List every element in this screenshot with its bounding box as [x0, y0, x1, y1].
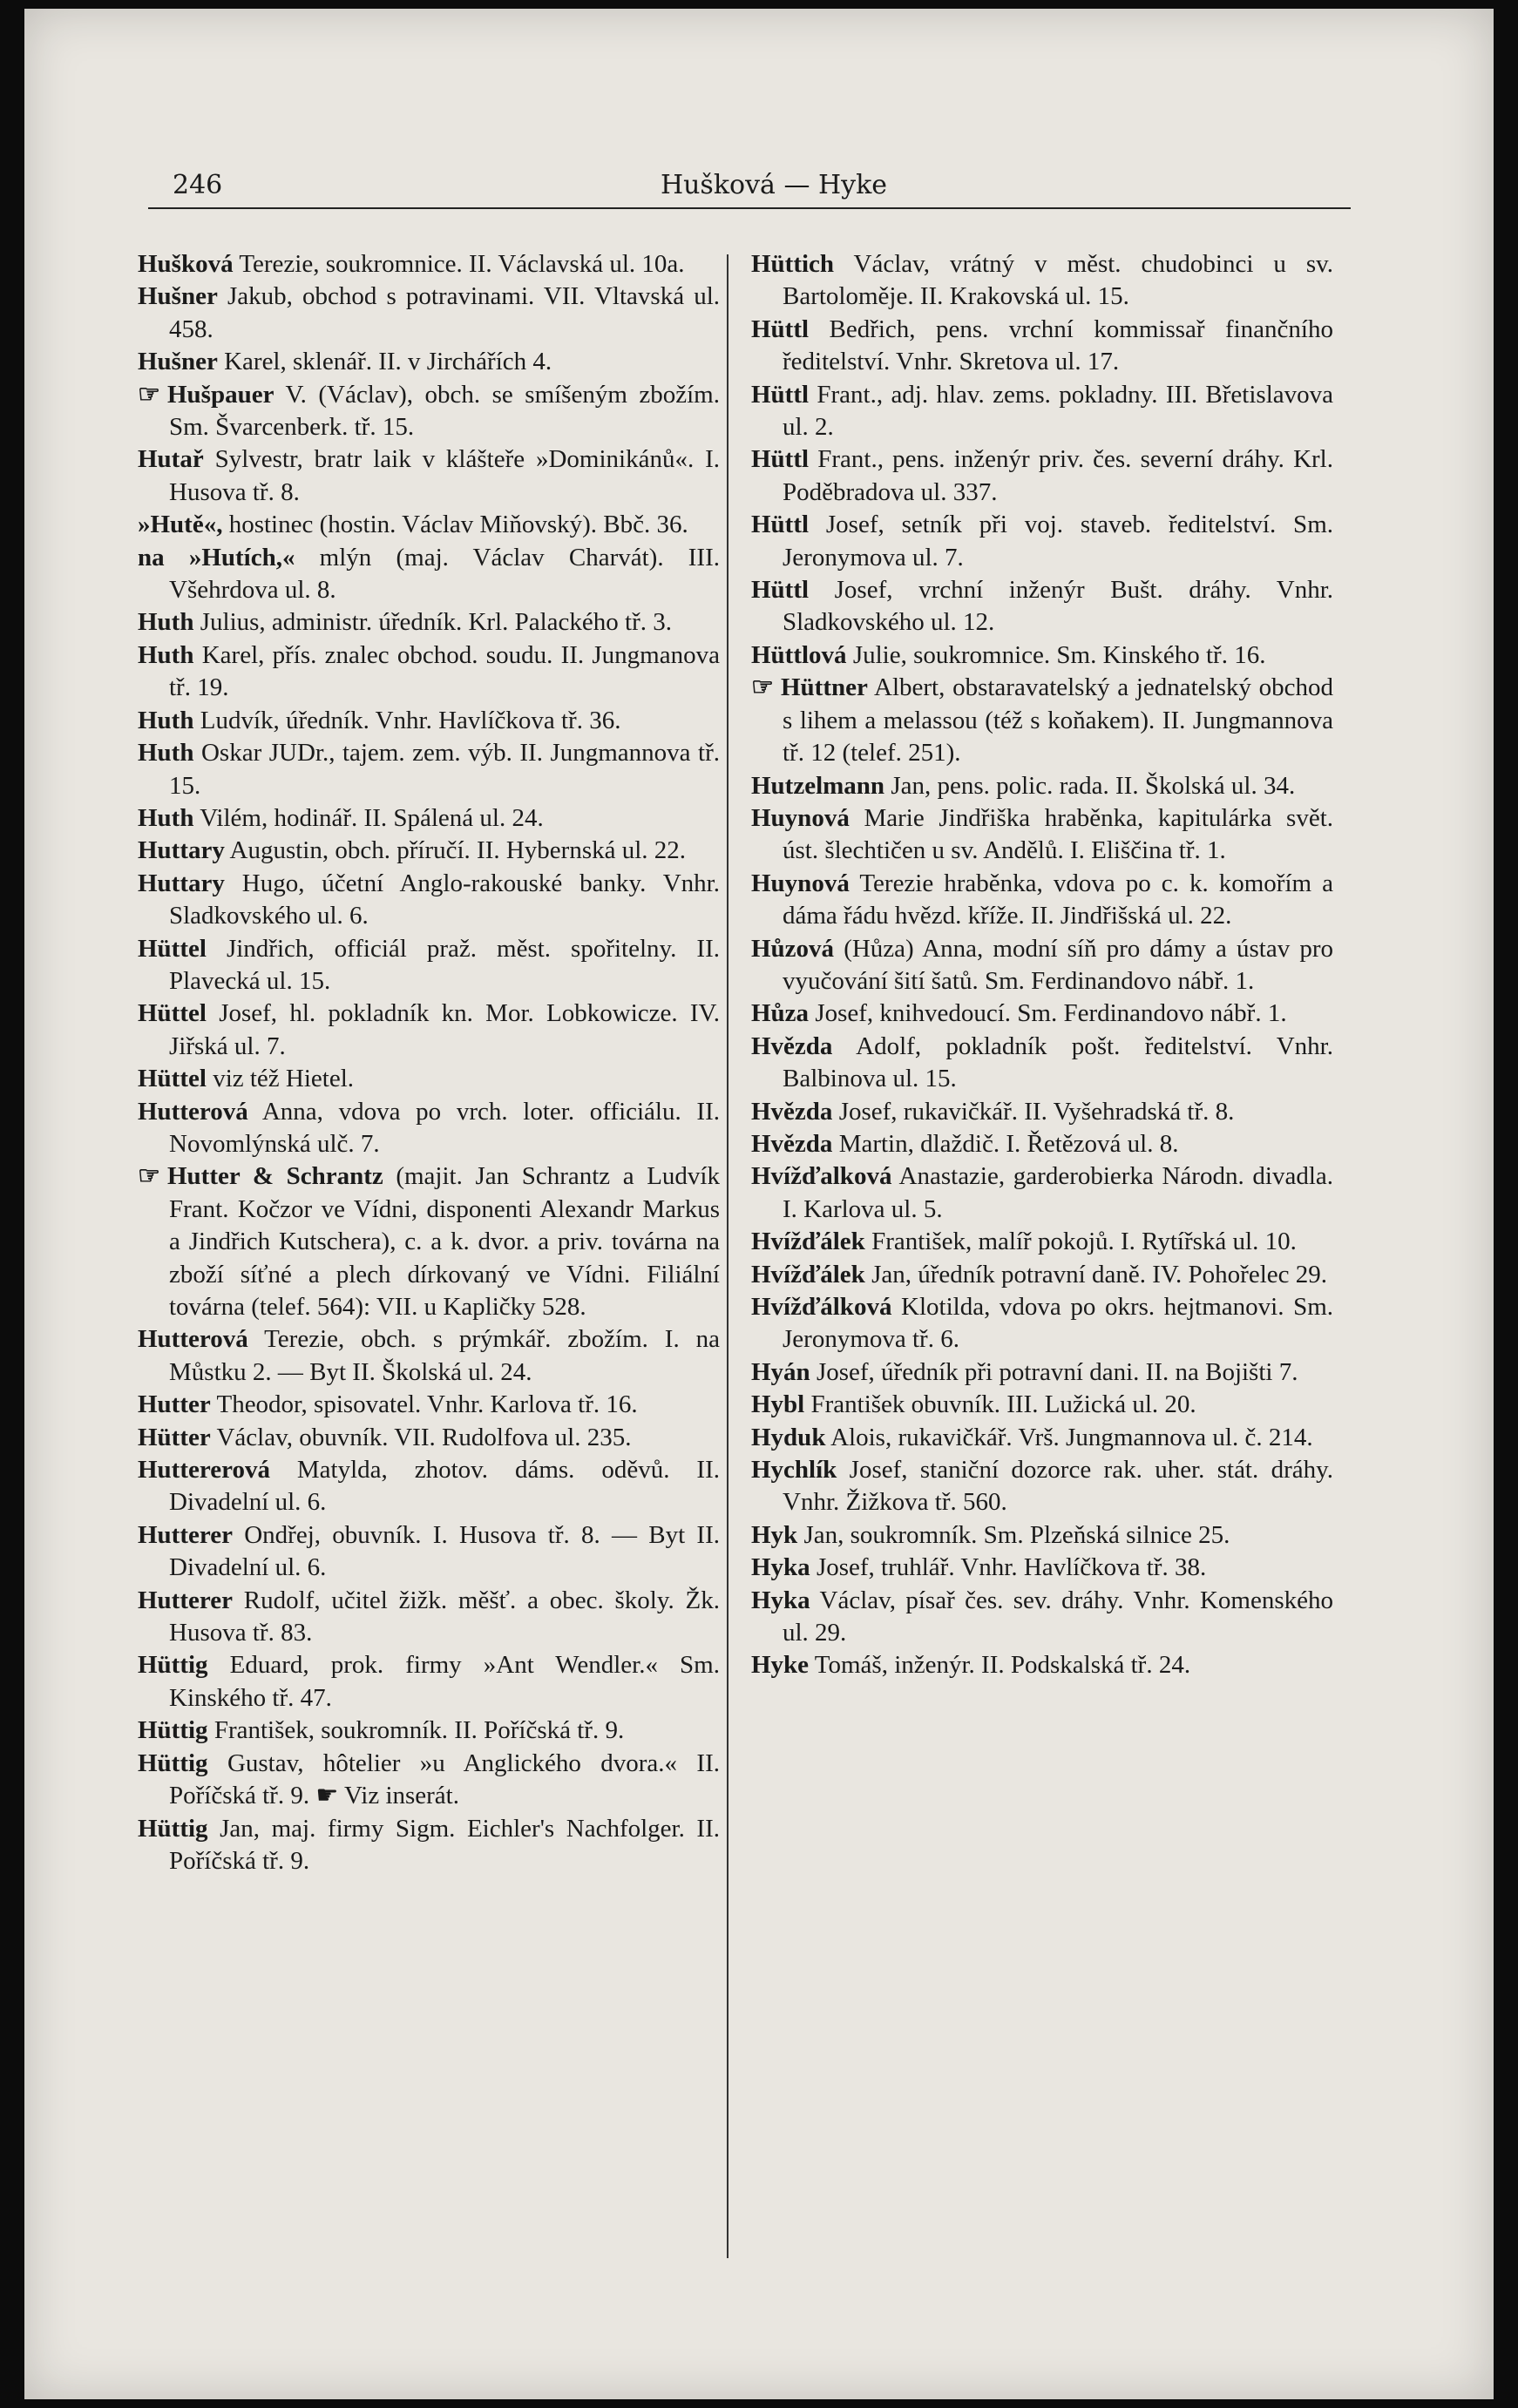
entry-details: Václav, písař čes. sev. dráhy. Vnhr. Komenského ul. 29. — [783, 1586, 1333, 1647]
entry-details: (Hůza) Anna, modní síň pro dámy a ústav pro vyučování šití šatů. Sm. Ferdinandovo nábř. 1. — [783, 934, 1333, 995]
entry-name: Huth — [138, 803, 194, 832]
entry-name: Hutter — [138, 1390, 211, 1419]
directory-entry — [751, 639, 1333, 672]
entry-name: Hüttel — [138, 1065, 207, 1093]
entry-details: Frant., adj. hlav. zems. pokladny. III. Břetislavova ul. 2. — [783, 380, 1333, 442]
directory-entry — [138, 868, 720, 933]
entry-details: Oskar JUDr., tajem. zem. výb. II. Jungmannova tř. 15. — [169, 739, 720, 800]
entry-details: Josef, truhlář. Vnhr. Havlíčkova tř. 38. — [810, 1553, 1207, 1582]
entry-details: Bedřich, pens. vrchní kommissař finančního ředitelství. Vnhr. Skretova ul. 17. — [783, 315, 1333, 376]
directory-entry — [138, 1063, 720, 1095]
entry-name: Huth — [138, 640, 194, 669]
entry-details: Václav, obuvník. VII. Rudolfova ul. 235. — [210, 1423, 632, 1451]
directory-entry — [138, 1160, 720, 1323]
directory-entry — [138, 1096, 720, 1161]
entry-name: Hüttlová — [751, 640, 847, 669]
directory-entry — [138, 1454, 720, 1519]
entry-name: Hvížďálková — [751, 1293, 892, 1321]
directory-entry — [138, 933, 720, 998]
entry-name: Hyduk — [751, 1423, 826, 1451]
directory-entry — [751, 1356, 1333, 1389]
entry-name: Hutzelmann — [751, 771, 885, 800]
directory-entry — [138, 705, 720, 737]
entry-details: Anna, vdova po vrch. loter. officiálu. II. Novomlýnská ulč. 7. — [169, 1097, 720, 1158]
entry-details: Tomáš, inženýr. II. Podskalská tř. 24. — [809, 1651, 1191, 1680]
directory-entry — [751, 1096, 1333, 1128]
entry-name: Hvížďálek — [751, 1260, 865, 1289]
directory-entry — [751, 1291, 1333, 1356]
entry-details: Eduard, prok. firmy »Ant Wendler.« Sm. Kinského tř. 47. — [169, 1651, 720, 1712]
entry-name: Hüttl — [751, 380, 810, 409]
entry-details: František, malíř pokojů. I. Rytířská ul. 10. — [864, 1228, 1297, 1256]
directory-entry — [138, 639, 720, 705]
directory-entry — [751, 1226, 1333, 1258]
entry-name: Hůzová — [751, 934, 835, 963]
entry-details: Jan, maj. firmy Sigm. Eichler's Nachfolger. II. Poříčská tř. 9. — [169, 1814, 720, 1875]
entry-name: Hüttel — [138, 999, 207, 1028]
entry-name: Hvězda — [751, 1129, 833, 1158]
entry-name: Hybl — [751, 1390, 805, 1419]
entry-details: Václav, vrátný v měst. chudobinci u sv. Bartoloměje. II. Krakovská ul. 15. — [783, 250, 1333, 311]
entry-name: Huttererová — [138, 1456, 270, 1485]
pointing-hand-icon: ☞ — [138, 1162, 160, 1191]
directory-entry — [751, 1259, 1333, 1291]
entry-name: na »Hutích,« — [138, 543, 295, 572]
directory-entry — [751, 998, 1333, 1030]
directory-entry — [138, 737, 720, 802]
entry-name: Hůza — [751, 999, 810, 1028]
entry-name: Hüttig — [138, 1716, 208, 1745]
directory-entry — [138, 379, 720, 444]
entry-name: Hyka — [751, 1553, 810, 1582]
entry-name: Hutterová — [138, 1325, 248, 1354]
directory-entry — [751, 1585, 1333, 1650]
entry-name: Hyk — [751, 1520, 798, 1549]
pointing-hand-icon: ☞ — [138, 380, 160, 409]
entry-name: Huttary — [138, 836, 225, 865]
directory-entry — [138, 1323, 720, 1389]
entry-details: Theodor, spisovatel. Vnhr. Karlova tř. 16. — [210, 1390, 638, 1419]
entry-details: Alois, rukavičkář. Vrš. Jungmannova ul. č. 214. — [825, 1423, 1313, 1451]
entry-details: Marie Jindřiška hraběnka, kapitulárka svět. úst. šlechtičen u sv. Andělů. I. Eliščina tř. 1. — [783, 803, 1333, 865]
entry-name: Hvězda — [751, 1097, 833, 1126]
entry-details: Terezie hraběnka, vdova po c. k. komořím a dáma řádu hvězd. kříže. II. Jindřišská ul. 22. — [783, 869, 1333, 930]
directory-entry — [751, 1454, 1333, 1519]
directory-entry — [751, 443, 1333, 509]
entry-name: Huynová — [751, 803, 850, 832]
entry-name: Hüttel — [138, 934, 207, 963]
entry-name: Huttary — [138, 869, 225, 897]
directory-entry — [751, 574, 1333, 639]
directory-entry — [138, 1813, 720, 1878]
entry-name: Hüttl — [751, 576, 810, 605]
directory-entry — [138, 281, 720, 346]
entry-name: Hušner — [138, 282, 218, 311]
entry-name: »Hutě«, — [138, 511, 223, 539]
directory-entry — [138, 1585, 720, 1650]
entry-details: Terezie, soukromnice. II. Václavská ul. 10a. — [233, 250, 685, 278]
directory-entry — [138, 802, 720, 835]
entry-name: Hüttner — [781, 673, 868, 702]
directory-entry — [751, 1031, 1333, 1096]
entry-name: Hüttl — [751, 315, 810, 343]
entry-details: František obuvník. III. Lužická ul. 20. — [804, 1390, 1196, 1419]
page-number: 246 — [173, 170, 223, 200]
entry-details: Jan, pens. polic. rada. II. Školská ul. 34. — [884, 771, 1296, 800]
directory-entry — [138, 443, 720, 509]
entry-name: Hychlík — [751, 1456, 837, 1485]
directory-entry — [751, 379, 1333, 444]
directory-entry — [138, 606, 720, 639]
entry-name: Hvížďalková — [751, 1162, 892, 1191]
pointing-hand-icon: ☞ — [751, 673, 774, 702]
entry-details: Josef, úředník při potravní dani. II. na Bojišti 7. — [810, 1357, 1298, 1386]
entry-name: Hutterer — [138, 1586, 233, 1614]
entry-details: Vilém, hodinář. II. Spálená ul. 24. — [193, 803, 544, 832]
directory-entry — [138, 248, 720, 281]
entry-name: Hüttl — [751, 445, 810, 474]
directory-entry — [138, 1715, 720, 1747]
directory-entry — [751, 1422, 1333, 1454]
entry-details: (majit. Jan Schrantz a Ludvík Frant. Kočzor ve Vídni, disponenti Alexandr Markus a Jindřich Kutschera), c. a k. dvor. a priv. továrna na zboží síťné a plech dírkovaný ve Vídni. Filiální továrna (telef. 564): VII. u Kapličky 528. — [169, 1162, 720, 1321]
entry-details: Karel, sklenář. II. v Jirchářích 4. — [217, 348, 552, 376]
entry-details: hostinec (hostin. Václav Miňovský). Bbč. 36. — [222, 511, 688, 539]
directory-entry — [751, 248, 1333, 314]
column-divider — [727, 254, 729, 2258]
entry-details: Josef, knihvedoucí. Sm. Ferdinandovo nábř. 1. — [809, 999, 1287, 1028]
entry-name: Hüttich — [751, 250, 835, 278]
entry-name: Hvězda — [751, 1032, 833, 1060]
entry-details: Augustin, obch. příručí. II. Hybernská ul. 22. — [224, 836, 687, 865]
entry-details: Julius, administr. úředník. Krl. Palackého tř. 3. — [193, 608, 672, 637]
entry-name: Hutterová — [138, 1097, 248, 1126]
entry-details: Josef, hl. pokladník kn. Mor. Lobkowicze. IV. Jiřská ul. 7. — [169, 999, 720, 1060]
entry-details: Adolf, pokladník pošt. ředitelství. Vnhr. Balbinova ul. 15. — [783, 1032, 1333, 1093]
entry-details: František, soukromník. II. Poříčská tř. 9. — [207, 1716, 625, 1745]
entry-details: Karel, přís. znalec obchod. soudu. II. Jungmanova tř. 19. — [169, 640, 720, 702]
entry-name: Hüttig — [138, 1814, 208, 1843]
entry-name: Hyka — [751, 1586, 810, 1614]
entry-name: Huynová — [751, 869, 850, 897]
entry-name: Hüttl — [751, 511, 810, 539]
directory-entry — [751, 1389, 1333, 1421]
directory-entry — [138, 1422, 720, 1454]
entry-name: Huth — [138, 739, 194, 768]
entry-details: Frant., pens. inženýr priv. čes. severní dráhy. Krl. Poděbradova ul. 337. — [783, 445, 1333, 506]
entry-details: Gustav, hôtelier »u Anglického dvora.« II. Poříčská tř. 9. ☛ Viz inserát. — [169, 1749, 720, 1810]
entry-details: Ludvík, úředník. Vnhr. Havlíčkova tř. 36. — [193, 706, 621, 734]
entry-details: Josef, vrchní inženýr Bušt. dráhy. Vnhr. Sladkovského ul. 12. — [783, 576, 1333, 637]
header-rule — [148, 207, 1351, 209]
directory-entry — [751, 672, 1333, 769]
directory-entry — [751, 1552, 1333, 1584]
entry-details: Jindřich, officiál praž. měst. spořitelny. II. Plavecká ul. 15. — [169, 934, 720, 995]
entry-details: Terezie, obch. s prýmkář. zbožím. I. na Můstku 2. — Byt II. Školská ul. 24. — [169, 1325, 720, 1386]
directory-entry — [138, 835, 720, 867]
right-column — [751, 248, 1333, 1682]
running-head: Hušková — Hyke — [660, 170, 888, 200]
directory-entry — [138, 542, 720, 607]
left-column — [138, 248, 720, 1877]
entry-details: Rudolf, učitel žižk. měšť. a obec. školy. Žk. Husova tř. 83. — [169, 1586, 720, 1647]
entry-details: Martin, dlaždič. I. Řetězová ul. 8. — [832, 1129, 1179, 1158]
entry-details: Jan, soukromník. Sm. Plzeňská silnice 25. — [797, 1520, 1230, 1549]
entry-name: Hutař — [138, 445, 204, 474]
directory-entry — [138, 1389, 720, 1421]
entry-details: V. (Václav), obch. se smíšeným zbožím. Sm. Švarcenberk. tř. 15. — [169, 380, 720, 442]
entry-name: Huth — [138, 706, 194, 734]
entry-name: Huth — [138, 608, 194, 637]
entry-name: Hüttig — [138, 1651, 208, 1680]
directory-entry — [751, 868, 1333, 933]
entry-details: Josef, setník při voj. staveb. ředitelství. Sm. Jeronymova ul. 7. — [783, 511, 1333, 572]
directory-entry — [751, 770, 1333, 802]
directory-entry — [138, 346, 720, 378]
entry-details: Sylvestr, bratr laik v klášteře »Dominikánů«. I. Husova tř. 8. — [169, 445, 720, 506]
entry-details: mlýn (maj. Václav Charvát). III. Všehrdova ul. 8. — [169, 543, 721, 605]
entry-name: Hyke — [751, 1651, 810, 1680]
directory-entry — [138, 1519, 720, 1585]
entry-details: Ondřej, obuvník. I. Husova tř. 8. — Byt II. Divadelní ul. 6. — [169, 1520, 720, 1582]
directory-entry — [751, 1160, 1333, 1226]
entry-name: Hütter — [138, 1423, 211, 1451]
directory-entry — [138, 509, 720, 541]
directory-entry — [751, 314, 1333, 379]
directory-entry — [751, 509, 1333, 574]
entry-details: Josef, rukavičkář. II. Vyšehradská tř. 8. — [832, 1097, 1235, 1126]
directory-entry — [751, 1128, 1333, 1160]
entry-details: Julie, soukromnice. Sm. Kinského tř. 16. — [846, 640, 1266, 669]
entry-details: viz též Hietel. — [206, 1065, 355, 1093]
entry-details: Matylda, zhotov. dáms. oděvů. II. Divadelní ul. 6. — [169, 1456, 720, 1517]
entry-details: Klotilda, vdova po okrs. hejtmanovi. Sm. Jeronymova tř. 6. — [783, 1293, 1333, 1354]
entry-name: Hutter & Schrantz — [167, 1162, 383, 1191]
entry-name: Hušpauer — [167, 380, 274, 409]
entry-name: Hušková — [138, 250, 234, 278]
entry-details: Josef, staniční dozorce rak. uher. stát. dráhy. Vnhr. Žižkova tř. 560. — [783, 1456, 1333, 1517]
entry-details: Jan, úředník potravní daně. IV. Pohořelec 29. — [864, 1260, 1328, 1289]
entry-name: Hutterer — [138, 1520, 233, 1549]
directory-entry — [138, 1649, 720, 1715]
directory-entry — [751, 1649, 1333, 1681]
entry-details: Anastazie, garderobierka Národn. divadla. I. Karlova ul. 5. — [783, 1162, 1333, 1223]
entry-name: Hušner — [138, 348, 218, 376]
directory-entry — [138, 998, 720, 1063]
entry-name: Hyán — [751, 1357, 810, 1386]
entry-details: Hugo, účetní Anglo-rakouské banky. Vnhr. Sladkovského ul. 6. — [169, 869, 720, 930]
directory-entry — [751, 1519, 1333, 1552]
entry-details: Jakub, obchod s potravinami. VII. Vltavská ul. 458. — [169, 282, 720, 343]
directory-entry — [751, 933, 1333, 998]
directory-entry — [138, 1748, 720, 1813]
entry-name: Hvížďálek — [751, 1228, 865, 1256]
entry-details: Albert, obstaravatelský a jednatelský obchod s lihem a melassou (též s koňakem). II. Jungmannova tř. 12 (telef. 251). — [783, 673, 1333, 768]
directory-entry — [751, 802, 1333, 868]
entry-name: Hüttig — [138, 1749, 208, 1777]
